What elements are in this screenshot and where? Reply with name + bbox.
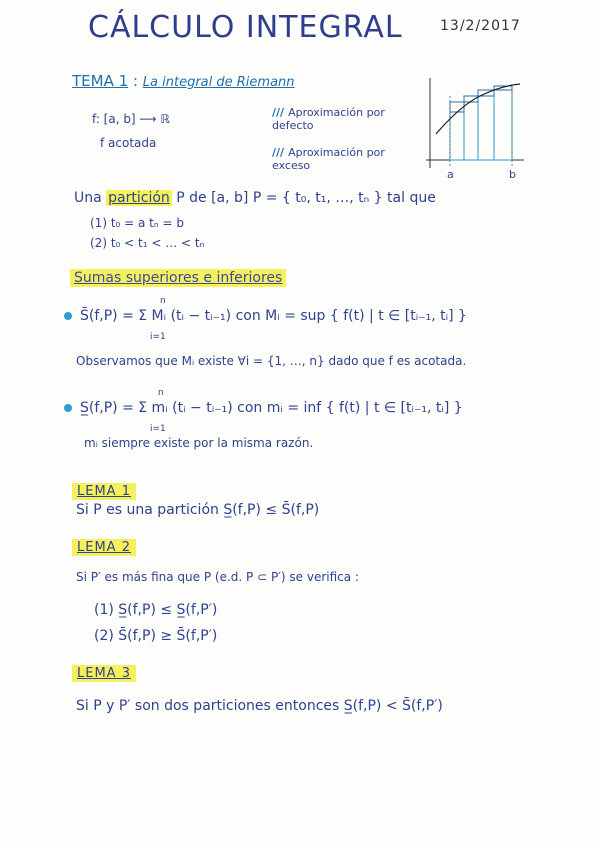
sumas-heading bbox=[70, 270, 286, 286]
graph-label-a: a bbox=[447, 168, 454, 181]
bullet-icon bbox=[64, 404, 72, 412]
rect-lower-2 bbox=[464, 102, 478, 160]
sumas-heading-text: Sumas superiores e inferiores bbox=[70, 269, 286, 287]
upper-sum-def bbox=[64, 308, 467, 324]
lema-1-heading bbox=[72, 480, 136, 499]
rect-upper-1 bbox=[450, 102, 464, 112]
lema-2-label: LEMA 2 bbox=[72, 539, 136, 556]
lema-3-label: LEMA 3 bbox=[72, 665, 136, 682]
particion-rest: P de [a, b] P = { t₀, t₁, …, tₙ } tal que bbox=[176, 190, 436, 206]
legend-excess-text: Aproximación por exceso bbox=[272, 146, 385, 172]
upper-sum-note: Observamos que Mᵢ existe ∀i = {1, …, n} dado que f es acotada. bbox=[76, 354, 467, 368]
particion-prefix: Una bbox=[74, 190, 102, 206]
lema-2-text: Si P′ es más fina que P (e.d. P ⊂ P′) se verifica : bbox=[76, 570, 359, 584]
legend-defect bbox=[272, 106, 412, 132]
hatch-icon: /// bbox=[272, 106, 285, 119]
rect-lower-1 bbox=[450, 112, 464, 160]
tema-number: TEMA 1 bbox=[72, 72, 129, 90]
particion-cond-2: (2) t₀ < t₁ < … < tₙ bbox=[90, 236, 205, 250]
lower-sum-top: n bbox=[158, 388, 164, 398]
legend-defect-text: Aproximación por defecto bbox=[272, 106, 385, 132]
page-title: CÁLCULO INTEGRAL bbox=[88, 10, 403, 45]
particion-def bbox=[74, 190, 436, 206]
upper-sum-formula: S̄(f,P) = Σ Mᵢ (tᵢ − tᵢ₋₁) con Mᵢ = sup { f(t) | t ∈ [tᵢ₋₁, tᵢ] } bbox=[80, 308, 467, 324]
hatch-icon: /// bbox=[272, 146, 285, 159]
lower-sum-bottom: i=1 bbox=[150, 424, 166, 434]
function-def: f: [a, b] ⟶ ℝ bbox=[92, 112, 170, 126]
upper-sum-top: n bbox=[160, 296, 166, 306]
rect-lower-3 bbox=[478, 96, 494, 160]
upper-sum-bottom: i=1 bbox=[150, 332, 166, 342]
lower-sum-def bbox=[64, 400, 463, 416]
particion-term: partición bbox=[108, 190, 170, 206]
tema-name: La integral de Riemann bbox=[142, 75, 295, 90]
date: 13/2/2017 bbox=[440, 18, 521, 34]
lema-3-text: Si P y P′ son dos particiones entonces S̲(f,P) < S̄(f,P′) bbox=[76, 698, 443, 714]
bullet-icon bbox=[64, 312, 72, 320]
lema-2-item-2: (2) S̄(f,P) ≥ S̄(f,P′) bbox=[94, 628, 218, 644]
graph-label-b: b bbox=[509, 168, 516, 181]
riemann-sum-graph bbox=[420, 76, 530, 184]
rect-lower-4 bbox=[494, 90, 512, 160]
lower-sum-formula: S̲(f,P) = Σ mᵢ (tᵢ − tᵢ₋₁) con mᵢ = inf { f(t) | t ∈ [tᵢ₋₁, tᵢ] } bbox=[80, 400, 463, 416]
lema-3-heading bbox=[72, 662, 136, 681]
tema-heading bbox=[72, 72, 295, 90]
lema-2-item-1: (1) S̲(f,P) ≤ S̲(f,P′) bbox=[94, 602, 218, 618]
lema-1-text: Si P es una partición S̲(f,P) ≤ S̄(f,P) bbox=[76, 502, 320, 518]
bounded-note: f acotada bbox=[100, 136, 157, 150]
lower-sum-note: mᵢ siempre existe por la misma razón. bbox=[84, 436, 314, 450]
tema-separator: : bbox=[132, 72, 138, 90]
lema-1-label: LEMA 1 bbox=[72, 483, 136, 500]
particion-cond-1: (1) t₀ = a tₙ = b bbox=[90, 216, 184, 230]
lema-2-heading bbox=[72, 536, 136, 555]
legend-excess bbox=[272, 146, 412, 172]
